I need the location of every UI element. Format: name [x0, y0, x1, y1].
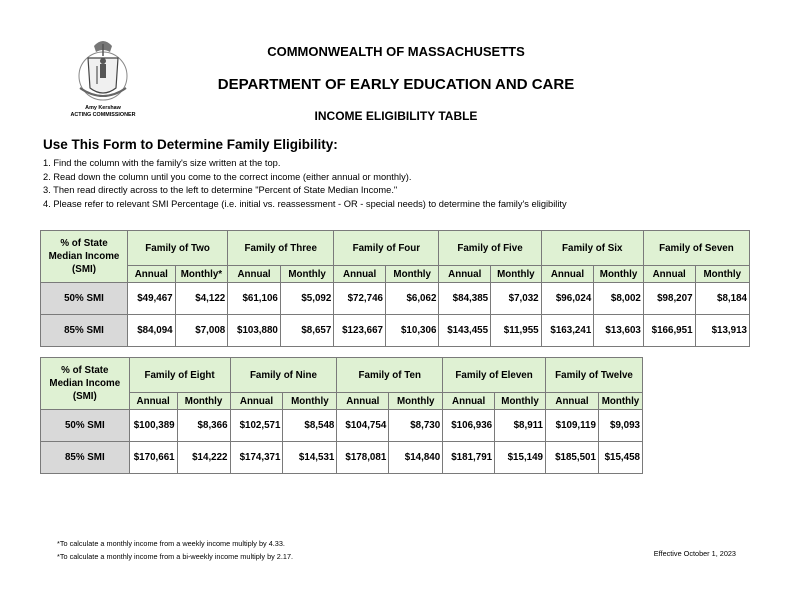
column-header: Annual: [546, 393, 599, 410]
row-label: 50% SMI: [41, 410, 130, 442]
column-header: Monthly: [594, 266, 644, 283]
income-cell: $14,840: [389, 442, 443, 474]
income-cell: $103,880: [228, 315, 281, 347]
smi-header-line: Median Income: [48, 251, 120, 262]
income-cell: $7,008: [175, 315, 228, 347]
income-cell: $143,455: [439, 315, 491, 347]
income-cell: $7,032: [491, 283, 542, 315]
smi-header-line: (SMI): [72, 264, 96, 275]
instruction-step: 1. Find the column with the family's size written at the top.: [43, 158, 281, 168]
income-cell: $13,603: [594, 315, 644, 347]
table-row: [41, 410, 643, 442]
family-size-header: Family of Eight: [129, 358, 230, 393]
income-cell: $4,122: [175, 283, 228, 315]
column-header: Annual: [643, 266, 695, 283]
income-cell: $178,081: [337, 442, 389, 474]
family-size-header: Family of Three: [228, 231, 334, 266]
family-size-header: Family of Two: [127, 231, 227, 266]
column-header: Monthly: [389, 393, 443, 410]
column-header: Monthly: [177, 393, 230, 410]
row-label: 85% SMI: [41, 315, 128, 347]
smi-header-line: Median Income: [49, 378, 121, 389]
table-row: [41, 315, 750, 347]
table-row: [41, 283, 750, 315]
income-cell: $170,661: [129, 442, 177, 474]
income-table-families-8-12: [40, 357, 643, 474]
commissioner-title: ACTING COMMISSIONER: [70, 112, 136, 118]
income-cell: $72,746: [334, 283, 386, 315]
income-cell: $174,371: [230, 442, 283, 474]
income-cell: $11,955: [491, 315, 542, 347]
income-cell: $181,791: [443, 442, 495, 474]
smi-header-line: % of State: [61, 365, 109, 376]
smi-header-cell: [41, 358, 130, 410]
income-cell: $15,149: [495, 442, 546, 474]
column-header: Monthly: [280, 266, 333, 283]
family-size-header: Family of Four: [334, 231, 439, 266]
smi-header-cell: [41, 231, 128, 283]
income-cell: $166,951: [643, 315, 695, 347]
footnote: *To calculate a monthly income from a weekly income multiply by 4.33.: [57, 539, 285, 548]
income-cell: $185,501: [546, 442, 599, 474]
income-cell: $8,184: [695, 283, 749, 315]
smi-header-line: (SMI): [72, 391, 97, 402]
family-size-header: Family of Twelve: [546, 358, 643, 393]
column-header: Monthly*: [175, 266, 228, 283]
column-header: Monthly: [283, 393, 337, 410]
income-cell: $96,024: [541, 283, 594, 315]
footnote: *To calculate a monthly income from a bi-weekly income multiply by 2.17.: [57, 552, 294, 561]
family-size-header: Family of Ten: [337, 358, 443, 393]
income-cell: $106,936: [443, 410, 495, 442]
family-size-header: Family of Eleven: [443, 358, 546, 393]
column-header: Annual: [334, 266, 386, 283]
row-label: 50% SMI: [41, 283, 128, 315]
column-header: Annual: [337, 393, 389, 410]
income-cell: $8,548: [283, 410, 337, 442]
income-cell: $163,241: [541, 315, 594, 347]
income-cell: $8,911: [495, 410, 546, 442]
column-header: Annual: [541, 266, 594, 283]
column-header: Annual: [439, 266, 491, 283]
income-cell: $123,667: [334, 315, 386, 347]
family-size-header: Family of Five: [439, 231, 541, 266]
family-size-header: Family of Nine: [230, 358, 337, 393]
column-header: Annual: [443, 393, 495, 410]
instruction-list: [43, 157, 567, 212]
income-cell: $8,366: [177, 410, 230, 442]
income-cell: $8,657: [280, 315, 333, 347]
income-cell: $104,754: [337, 410, 389, 442]
income-cell: $102,571: [230, 410, 283, 442]
income-cell: $98,207: [643, 283, 695, 315]
smi-header-line: % of State: [60, 238, 108, 249]
column-header: Monthly: [495, 393, 546, 410]
table-heading: INCOME ELIGIBILITY TABLE: [314, 109, 478, 123]
column-header: Annual: [230, 393, 283, 410]
income-cell: $5,092: [280, 283, 333, 315]
income-cell: $84,385: [439, 283, 491, 315]
commissioner-name: Amy Kershaw: [85, 105, 121, 111]
column-header: Monthly: [695, 266, 749, 283]
instruction-step: 2. Read down the column until you come to the correct income (either annual or monthly).: [43, 171, 412, 182]
effective-date: Effective October 1, 2023: [653, 549, 736, 558]
form-title: Use This Form to Determine Family Eligibility:: [43, 137, 338, 152]
column-header: Monthly: [491, 266, 542, 283]
income-cell: $13,913: [695, 315, 749, 347]
income-table-families-2-7: [40, 230, 750, 347]
footnotes: [57, 537, 293, 563]
income-cell: $10,306: [385, 315, 438, 347]
income-cell: $49,467: [127, 283, 175, 315]
table-row: [41, 442, 643, 474]
row-label: 85% SMI: [41, 442, 130, 474]
column-header: Monthly: [385, 266, 438, 283]
income-cell: $61,106: [228, 283, 281, 315]
family-size-header: Family of Six: [541, 231, 643, 266]
column-header: Annual: [228, 266, 281, 283]
income-cell: $8,002: [594, 283, 644, 315]
commonwealth-heading: COMMONWEALTH OF MASSACHUSETTS: [267, 44, 525, 59]
column-header: Monthly: [598, 393, 642, 410]
column-header: Annual: [127, 266, 175, 283]
income-cell: $14,222: [177, 442, 230, 474]
income-cell: $8,730: [389, 410, 443, 442]
family-size-header: Family of Seven: [643, 231, 749, 266]
income-cell: $9,093: [598, 410, 642, 442]
income-cell: $84,094: [127, 315, 175, 347]
income-cell: $14,531: [283, 442, 337, 474]
instruction-step: 4. Please refer to relevant SMI Percentage (i.e. initial vs. reassessment - OR - special needs) to determine the family's eligibility: [43, 199, 567, 210]
department-heading: DEPARTMENT OF EARLY EDUCATION AND CARE: [217, 76, 575, 93]
income-cell: $6,062: [385, 283, 438, 315]
instruction-step: 3. Then read directly across to the left to determine "Percent of State Median Income.": [43, 185, 398, 196]
income-cell: $15,458: [598, 442, 642, 474]
column-header: Annual: [129, 393, 177, 410]
income-cell: $109,119: [546, 410, 599, 442]
income-cell: $100,389: [129, 410, 177, 442]
